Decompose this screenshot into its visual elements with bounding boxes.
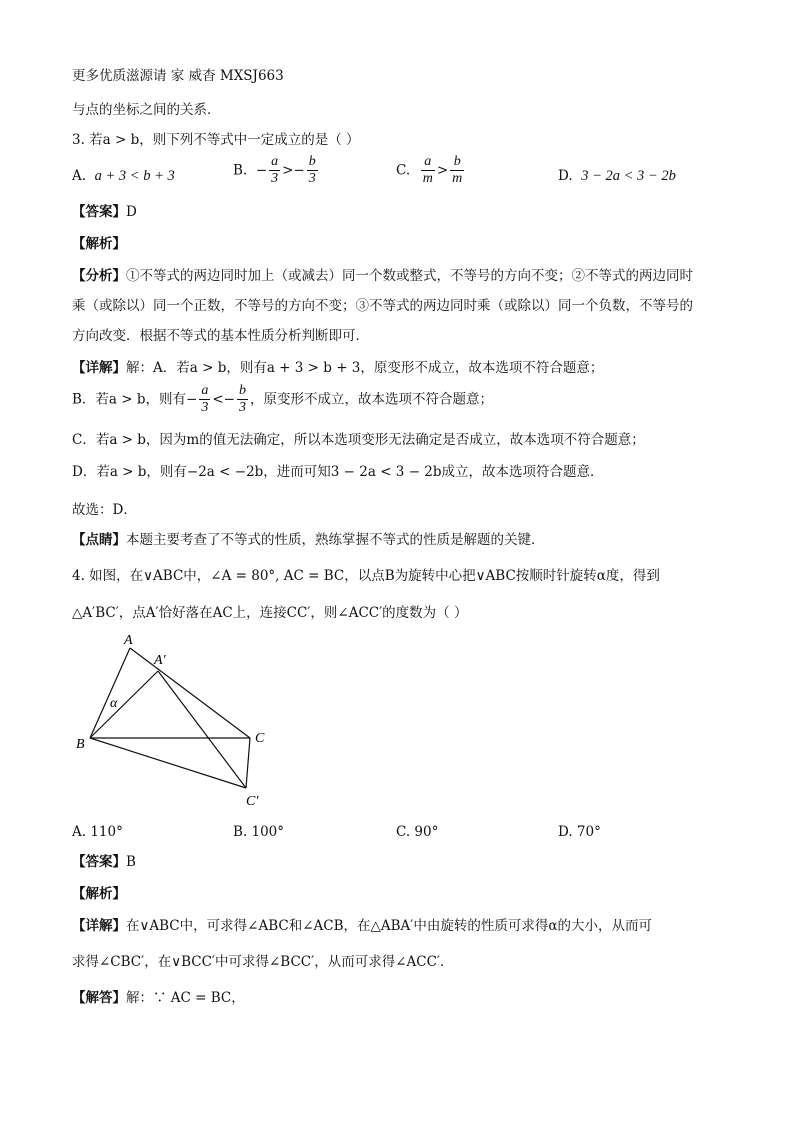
q3-fenxi-1: 【分析】①不等式的两边同时加上（或减去）同一个数或整式，不等号的方向不变；②不等式的两边同时 xyxy=(72,268,693,284)
q3-option-d: D. 3 − 2a < 3 − 2b xyxy=(558,168,676,184)
q4-answer: 【答案】B xyxy=(72,854,136,870)
label-b: B xyxy=(76,737,85,752)
q3-stem: 3. 若a > b，则下列不等式中一定成立的是（ ） xyxy=(72,132,360,148)
q3-detail-b: B．若a > b，则有− $\frac{a}{3}$ <− $\frac{b}{3}$ ，原变形不成立，故本选项不符合题意； xyxy=(72,383,493,415)
q3-option-a: A. a + 3 < b + 3 xyxy=(72,168,175,184)
q4-option-a: A. 110° xyxy=(72,824,123,840)
label-c: C xyxy=(255,731,265,746)
segment-ac xyxy=(130,648,250,738)
q3-detail-d: D．若a > b，则有−2a < −2b，进而可知3 − 2a < 3 − 2b成立，故本选项符合题意． xyxy=(72,464,604,480)
segment-a1c1 xyxy=(158,671,246,788)
segment-ba xyxy=(90,648,130,738)
q3-detail-c: C．若a > b，因为m的值无法确定，所以本选项变形无法确定是否成立，故本选项不符合题意； xyxy=(72,432,645,448)
q3-detail-a: 【详解】解：A．若a > b，则有a + 3 > b + 3，原变形不成立，故本选项不符合题意； xyxy=(72,360,604,376)
continuation-text: 与点的坐标之间的关系． xyxy=(72,102,221,118)
q4-stem-1: 4. 如图，在∨ABC中，∠A = 80°, AC = BC，以点B为旋转中心把∨ABC按顺时针旋转α度，得到 xyxy=(72,568,660,584)
q4-geometry-figure xyxy=(60,628,290,818)
q4-option-c: C. 90° xyxy=(396,824,439,840)
segment-cc1 xyxy=(246,738,250,788)
q4-option-d: D. 70° xyxy=(558,824,601,840)
q3-dianjing: 【点睛】本题主要考查了不等式的性质，熟练掌握不等式的性质是解题的关键． xyxy=(72,532,545,548)
segment-bc1 xyxy=(90,738,246,788)
header-watermark: 更多优质滋源请 家 威杳 MXSJ663 xyxy=(72,68,284,84)
q3-fenxi-2: 乘（或除以）同一个正数，不等号的方向不变；③不等式的两边同时乘（或除以）同一个负数，不等号的 xyxy=(72,298,693,314)
q4-option-b: B. 100° xyxy=(233,824,285,840)
label-alpha: α xyxy=(110,696,118,711)
label-a-prime: A′ xyxy=(154,653,166,668)
q3-conclusion: 故选：D． xyxy=(72,502,137,518)
q4-detail-1: 【详解】在∨ABC中，可求得∠ABC和∠ACB，在△ABA′中由旋转的性质可求得α的大小，从而可 xyxy=(72,918,652,934)
q3-option-c: C. $\frac{a}{m}$ > $\frac{b}{m}$ xyxy=(396,154,463,186)
q3-fenxi-3: 方向改变．根据不等式的基本性质分析判断即可． xyxy=(72,328,369,344)
segment-ba1 xyxy=(90,671,158,738)
q3-analysis-tag: 【解析】 xyxy=(72,236,126,252)
q3-answer: 【答案】D xyxy=(72,204,137,220)
q4-stem-2: △A′BC′，点A′恰好落在AC上，连接CC′，则∠ACC′的度数为（ ） xyxy=(72,605,468,621)
q4-solution-1: 【解答】解：∵ AC = BC， xyxy=(72,990,245,1006)
q4-analysis-tag: 【解析】 xyxy=(72,886,126,902)
q3-option-b: B. − $\frac{a}{3}$ >− $\frac{b}{3}$ xyxy=(233,154,316,186)
label-c-prime: C′ xyxy=(246,794,259,809)
q4-detail-2: 求得∠CBC′，在∨BCC′中可求得∠BCC′，从而可求得∠ACC′． xyxy=(72,954,454,970)
label-a: A xyxy=(124,633,133,648)
